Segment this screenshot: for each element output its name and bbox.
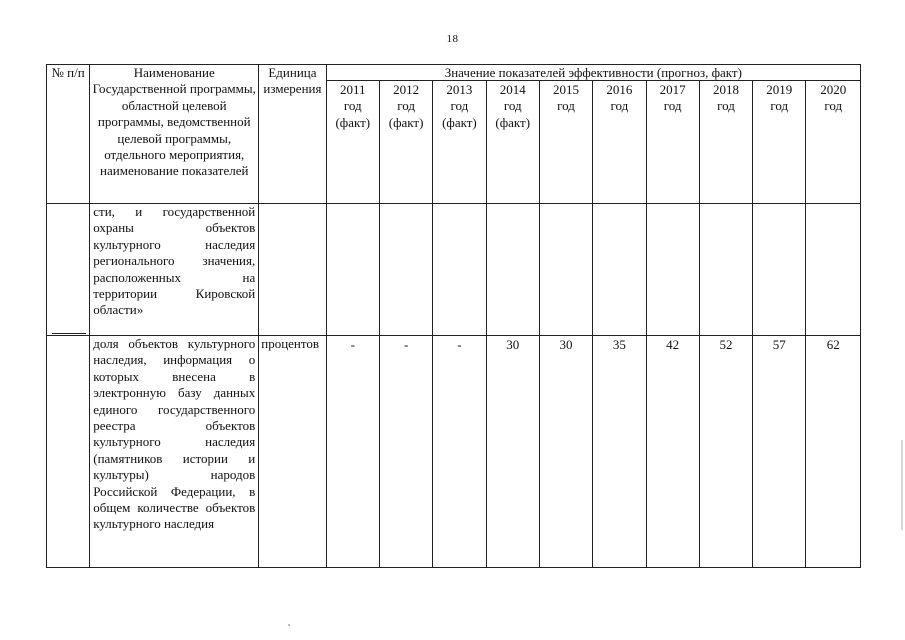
value-cell-2018: 52 bbox=[699, 336, 752, 568]
value-cell-2020: 62 bbox=[806, 336, 861, 568]
header-unit-cell: Единица измерения bbox=[259, 65, 326, 204]
row-number-cell bbox=[47, 336, 90, 568]
scan-margin-mark bbox=[901, 440, 903, 530]
value-cell-2014: 30 bbox=[486, 336, 539, 568]
header-year-2017: 2017 год bbox=[646, 81, 699, 204]
value-cell-2018 bbox=[699, 204, 752, 336]
row-name-cell: сти, и государственной охраны объектов культурного наследия регионального значения, расположенных на территории Кировской области» bbox=[90, 204, 259, 336]
scan-speck bbox=[288, 624, 290, 626]
row-unit-cell bbox=[259, 204, 326, 336]
value-cell-2011 bbox=[326, 204, 379, 336]
header-row-top bbox=[47, 65, 861, 81]
value-cell-2019: 57 bbox=[753, 336, 806, 568]
header-number-cell: № п/п bbox=[47, 65, 90, 204]
header-year-2019: 2019 год bbox=[753, 81, 806, 204]
header-group-cell: Значение показателей эффективности (прогноз, факт) bbox=[326, 65, 860, 81]
value-cell-2016 bbox=[593, 204, 646, 336]
value-cell-2015 bbox=[539, 204, 592, 336]
value-cell-2014 bbox=[486, 204, 539, 336]
value-cell-2017: 42 bbox=[646, 336, 699, 568]
header-year-2015: 2015 год bbox=[539, 81, 592, 204]
table-row bbox=[47, 336, 861, 568]
value-cell-2019 bbox=[753, 204, 806, 336]
value-cell-2013 bbox=[433, 204, 486, 336]
header-year-2018: 2018 год bbox=[699, 81, 752, 204]
header-year-2020: 2020 год bbox=[806, 81, 861, 204]
value-cell-2013: - bbox=[433, 336, 486, 568]
header-year-2016: 2016 год bbox=[593, 81, 646, 204]
header-year-2012: 2012 год (факт) bbox=[379, 81, 432, 204]
header-name-cell: Наименование Государственной программы, областной целевой программы, ведомственной целевой программы, отдельного мероприятия, наименование показателей bbox=[90, 65, 259, 204]
page-number: 18 bbox=[446, 33, 459, 45]
efficiency-indicators-table bbox=[46, 64, 861, 568]
table-row bbox=[47, 204, 861, 336]
value-cell-2012: - bbox=[379, 336, 432, 568]
value-cell-2020 bbox=[806, 204, 861, 336]
value-cell-2016: 35 bbox=[593, 336, 646, 568]
value-cell-2015: 30 bbox=[539, 336, 592, 568]
row-separator-dash bbox=[52, 333, 86, 334]
header-year-2014: 2014 год (факт) bbox=[486, 81, 539, 204]
value-cell-2017 bbox=[646, 204, 699, 336]
row-name-cell: доля объектов культурного наследия, информация о которых внесена в электронную базу данных единого государственного реестра объектов культурного наследия (памятников истории и культуры) народов Российской Федерации, в общем количестве объектов культурного наследия bbox=[90, 336, 259, 568]
value-cell-2011: - bbox=[326, 336, 379, 568]
value-cell-2012 bbox=[379, 204, 432, 336]
header-year-2011: 2011 год (факт) bbox=[326, 81, 379, 204]
header-year-2013: 2013 год (факт) bbox=[433, 81, 486, 204]
row-unit-cell: процентов bbox=[259, 336, 326, 568]
row-number-cell bbox=[47, 204, 90, 336]
